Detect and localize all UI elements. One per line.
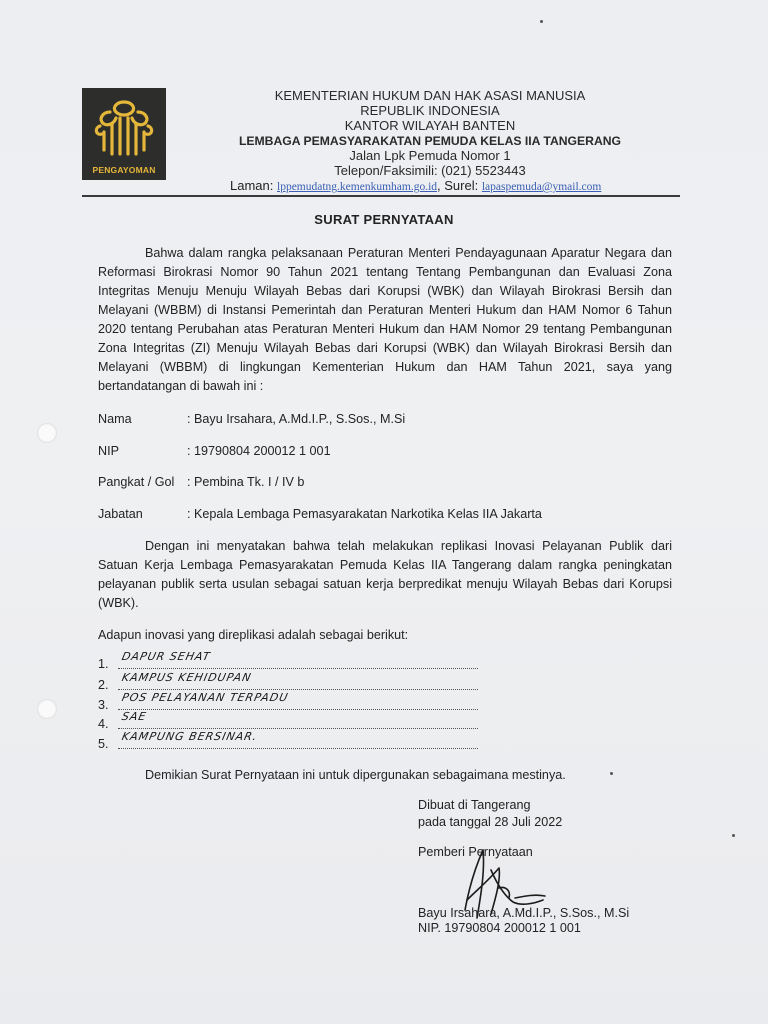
dotted-line bbox=[118, 716, 478, 729]
website-link[interactable]: lppemudatng.kemenkumham.go.id bbox=[277, 181, 438, 193]
surel-label: , Surel: bbox=[437, 178, 479, 193]
list-intro: Adapun inovasi yang direplikasi adalah sebagai berikut: bbox=[98, 628, 409, 642]
handwritten-item: KAMPUNG BERSINAR. bbox=[120, 730, 259, 743]
handwritten-item: SAE bbox=[120, 710, 148, 723]
nama-value: : Bayu Irsahara, A.Md.I.P., S.Sos., M.Si bbox=[187, 412, 406, 426]
list-number: 5. bbox=[98, 737, 109, 751]
list-number: 2. bbox=[98, 678, 109, 692]
contact-line bbox=[230, 178, 601, 195]
document-title: SURAT PERNYATAAN bbox=[314, 212, 454, 227]
banyan-tree-icon bbox=[90, 94, 158, 160]
punch-hole bbox=[37, 423, 57, 443]
signing-place: Dibuat di Tangerang bbox=[418, 798, 531, 812]
nip-label: NIP bbox=[98, 444, 119, 458]
institution-name: LEMBAGA PEMASYARAKATAN PEMUDA KELAS IIA TANGERANG bbox=[238, 134, 622, 148]
paper-speck bbox=[610, 772, 613, 775]
regional-office: KANTOR WILAYAH BANTEN bbox=[344, 118, 516, 133]
pengayoman-logo bbox=[82, 88, 166, 180]
laman-label: Laman: bbox=[230, 178, 274, 193]
punch-hole bbox=[37, 699, 57, 719]
country-name: REPUBLIK INDONESIA bbox=[360, 103, 500, 118]
pangkat-value: : Pembina Tk. I / IV b bbox=[187, 475, 305, 489]
signer-role: Pemberi Pernyataan bbox=[418, 845, 533, 859]
phone-fax: Telepon/Faksimili: (021) 5523443 bbox=[334, 163, 526, 178]
ministry-name: KEMENTERIAN HUKUM DAN HAK ASASI MANUSIA bbox=[274, 88, 586, 103]
closing-statement: Demikian Surat Pernyataan ini untuk dipergunakan sebagaimana mestinya. bbox=[145, 768, 566, 782]
nama-label: Nama bbox=[98, 412, 132, 426]
signer-nip: NIP. 19790804 200012 1 001 bbox=[418, 921, 581, 935]
handwritten-item: DAPUR SEHAT bbox=[120, 650, 212, 663]
signing-date: pada tanggal 28 Juli 2022 bbox=[418, 815, 563, 829]
email-link[interactable]: lapaspemuda@ymail.com bbox=[481, 181, 602, 193]
jabatan-value: : Kepala Lembaga Pemasyarakatan Narkotika Kelas IIA Jakarta bbox=[187, 507, 542, 521]
handwritten-item: KAMPUS KEHIDUPAN bbox=[120, 671, 253, 684]
logo-caption: PENGAYOMAN bbox=[92, 165, 156, 175]
address: Jalan Lpk Pemuda Nomor 1 bbox=[349, 148, 511, 163]
handwritten-item: POS PELAYANAN TERPADU bbox=[120, 691, 290, 704]
list-number: 4. bbox=[98, 717, 109, 731]
pangkat-label: Pangkat / Gol bbox=[98, 475, 175, 489]
paper-speck bbox=[540, 20, 543, 23]
list-number: 3. bbox=[98, 698, 109, 712]
nip-value: : 19790804 200012 1 001 bbox=[187, 444, 331, 458]
list-number: 1. bbox=[98, 657, 109, 671]
signer-name: Bayu Irsahara, A.Md.I.P., S.Sos., M.Si bbox=[418, 906, 630, 920]
statement-paragraph: Dengan ini menyatakan bahwa telah melakukan replikasi Inovasi Pelayanan Publik dari Satuan Kerja Lembaga Pemasyarakatan Pemuda Kelas IIA Tangerang dalam rangka peningkatan pelayanan publik serta usulan sebagai satuan kerja berpredikat menuju Wilayah Bebas dari Korupsi (WBK). bbox=[98, 539, 672, 610]
intro-paragraph: Bahwa dalam rangka pelaksanaan Peraturan Menteri Pendayagunaan Aparatur Negara dan Reformasi Birokrasi Nomor 90 Tahun 2021 tentang Tentang Pembangunan dan Evaluasi Zona Integritas Menuju Menuju Wilayah Bebas dari Korupsi (WBK) dan Wilayah Birokrasi Bersih dan Melayani (WBBM) di Instansi Pemerintah dan Peraturan Menteri Hukum dan HAM Nomor 6 Tahun 2020 tentang Perubahan atas Peraturan Menteri Hukum dan HAM Nomor 29 tentang Pembangunan Zona Integritas (ZI) Menuju Wilayah Bebas dari Korupsi (WBK) dan Wilayah Birokrasi Bersih dan Melayani (WBBM) di lingkungan Kementerian Hukum dan HAM Tahun 2021, saya yang bertandatangan di bawah ini : bbox=[98, 246, 672, 393]
jabatan-label: Jabatan bbox=[98, 507, 143, 521]
paper-speck bbox=[732, 834, 735, 837]
header-divider bbox=[82, 195, 680, 197]
